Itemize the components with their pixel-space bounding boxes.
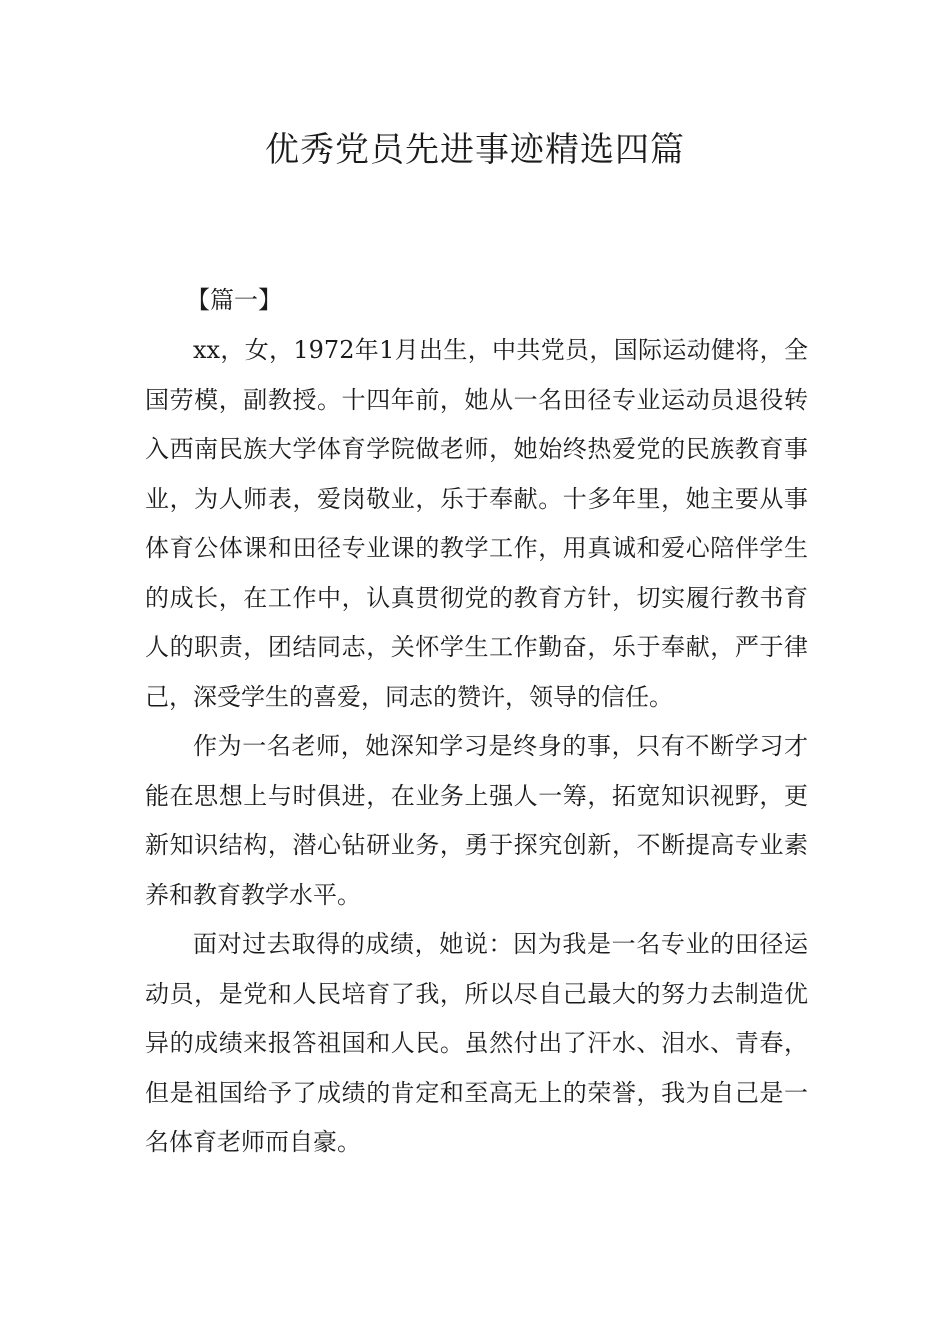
document-body <box>145 326 808 1168</box>
section-heading: 【篇一】 <box>186 286 282 314</box>
paragraph: xx，女，1972年1月出生，中共党员，国际运动健将，全国劳模，副教授。十四年前，她从一名田径专业运动员退役转入西南民族大学体育学院做老师，她始终热爱党的民族教育事业，为人师表，爱岗敬业，乐于奉献。十多年里，她主要从事体育公体课和田径专业课的教学工作，用真诚和爱心陪伴学生的成长，在工作中，认真贯彻党的教育方针，切实履行教书育人的职责，团结同志，关怀学生工作勤奋，乐于奉献，严于律己，深受学生的喜爱，同志的赞许，领导的信任。 <box>145 336 808 711</box>
paragraph: 面对过去取得的成绩，她说：因为我是一名专业的田径运动员，是党和人民培育了我，所以尽自己最大的努力去制造优异的成绩来报答祖国和人民。虽然付出了汗水、泪水、青春，但是祖国给予了成绩的肯定和至高无上的荣誉，我为自己是一名体育老师而自豪。 <box>145 930 808 1156</box>
paragraph: 作为一名老师，她深知学习是终身的事，只有不断学习才能在思想上与时俱进，在业务上强人一筹，拓宽知识视野，更新知识结构，潜心钻研业务，勇于探究创新，不断提高专业素养和教育教学水平。 <box>145 732 808 909</box>
document-title: 优秀党员先进事迹精选四篇 <box>265 130 685 170</box>
